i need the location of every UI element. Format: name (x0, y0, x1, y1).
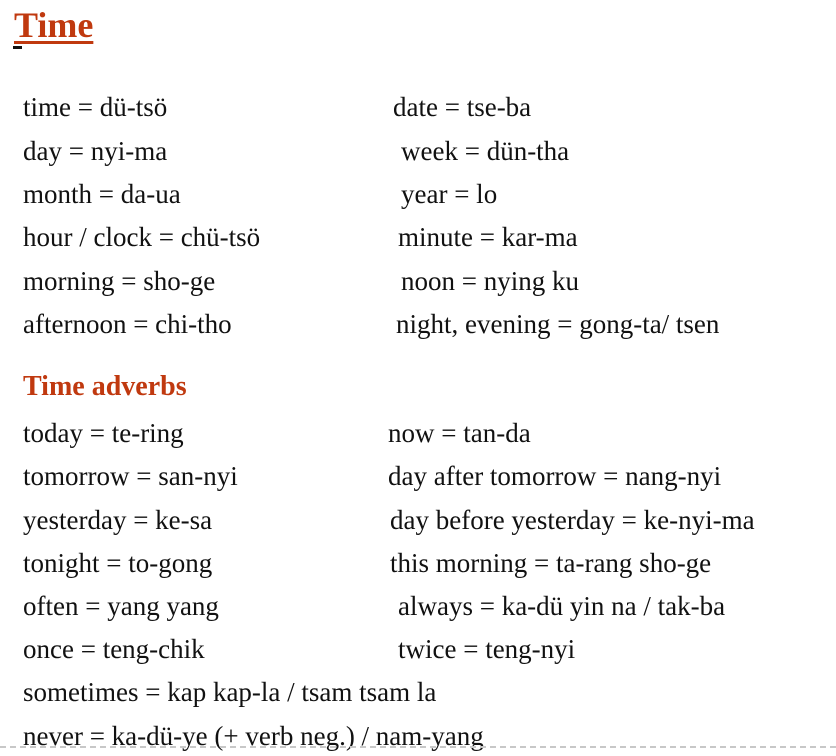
vocab-left-3: month = da-ua (23, 179, 181, 209)
vocab-right-5: noon = nying ku (401, 266, 579, 296)
section-heading-time-adverbs: Time adverbs (23, 371, 187, 402)
adverb-right-4: this morning = ta-rang sho-ge (390, 548, 712, 578)
adverb-right-5: always = ka-dü yin na / tak-ba (398, 591, 726, 621)
adverb-left-1: today = te-ring (23, 418, 184, 448)
vocab-right-1: date = tse-ba (393, 92, 532, 122)
page-title: Time (14, 5, 94, 45)
adverb-right-2: day after tomorrow = nang-nyi (388, 461, 722, 491)
adverb-full-line-1: sometimes = kap kap-la / tsam tsam la (23, 677, 437, 707)
vocab-left-4: hour / clock = chü-tsö (23, 222, 261, 252)
page-bottom-divider (0, 746, 836, 748)
adverb-left-5: often = yang yang (23, 591, 219, 621)
vocab-right-6: night, evening = gong-ta/ tsen (396, 309, 720, 339)
vocab-left-1: time = dü-tsö (23, 92, 168, 122)
adverb-right-3: day before yesterday = ke-nyi-ma (390, 505, 755, 535)
adverb-full-line-2: never = ka-dü-ye (+ verb neg.) / nam-yang (23, 721, 484, 751)
adverb-left-4: tonight = to-gong (23, 548, 213, 578)
adverb-left-2: tomorrow = san-nyi (23, 461, 238, 491)
vocab-left-2: day = nyi-ma (23, 136, 168, 166)
adverb-left-6: once = teng-chik (23, 634, 205, 664)
vocab-left-5: morning = sho-ge (23, 266, 216, 296)
vocab-right-3: year = lo (401, 179, 498, 209)
title-underline-mark (13, 46, 22, 49)
adverb-left-3: yesterday = ke-sa (23, 505, 213, 535)
vocab-right-2: week = dün-tha (401, 136, 570, 166)
adverb-right-6: twice = teng-nyi (398, 634, 576, 664)
adverb-right-1: now = tan-da (388, 418, 531, 448)
vocab-right-4: minute = kar-ma (398, 222, 578, 252)
vocab-left-6: afternoon = chi-tho (23, 309, 232, 339)
